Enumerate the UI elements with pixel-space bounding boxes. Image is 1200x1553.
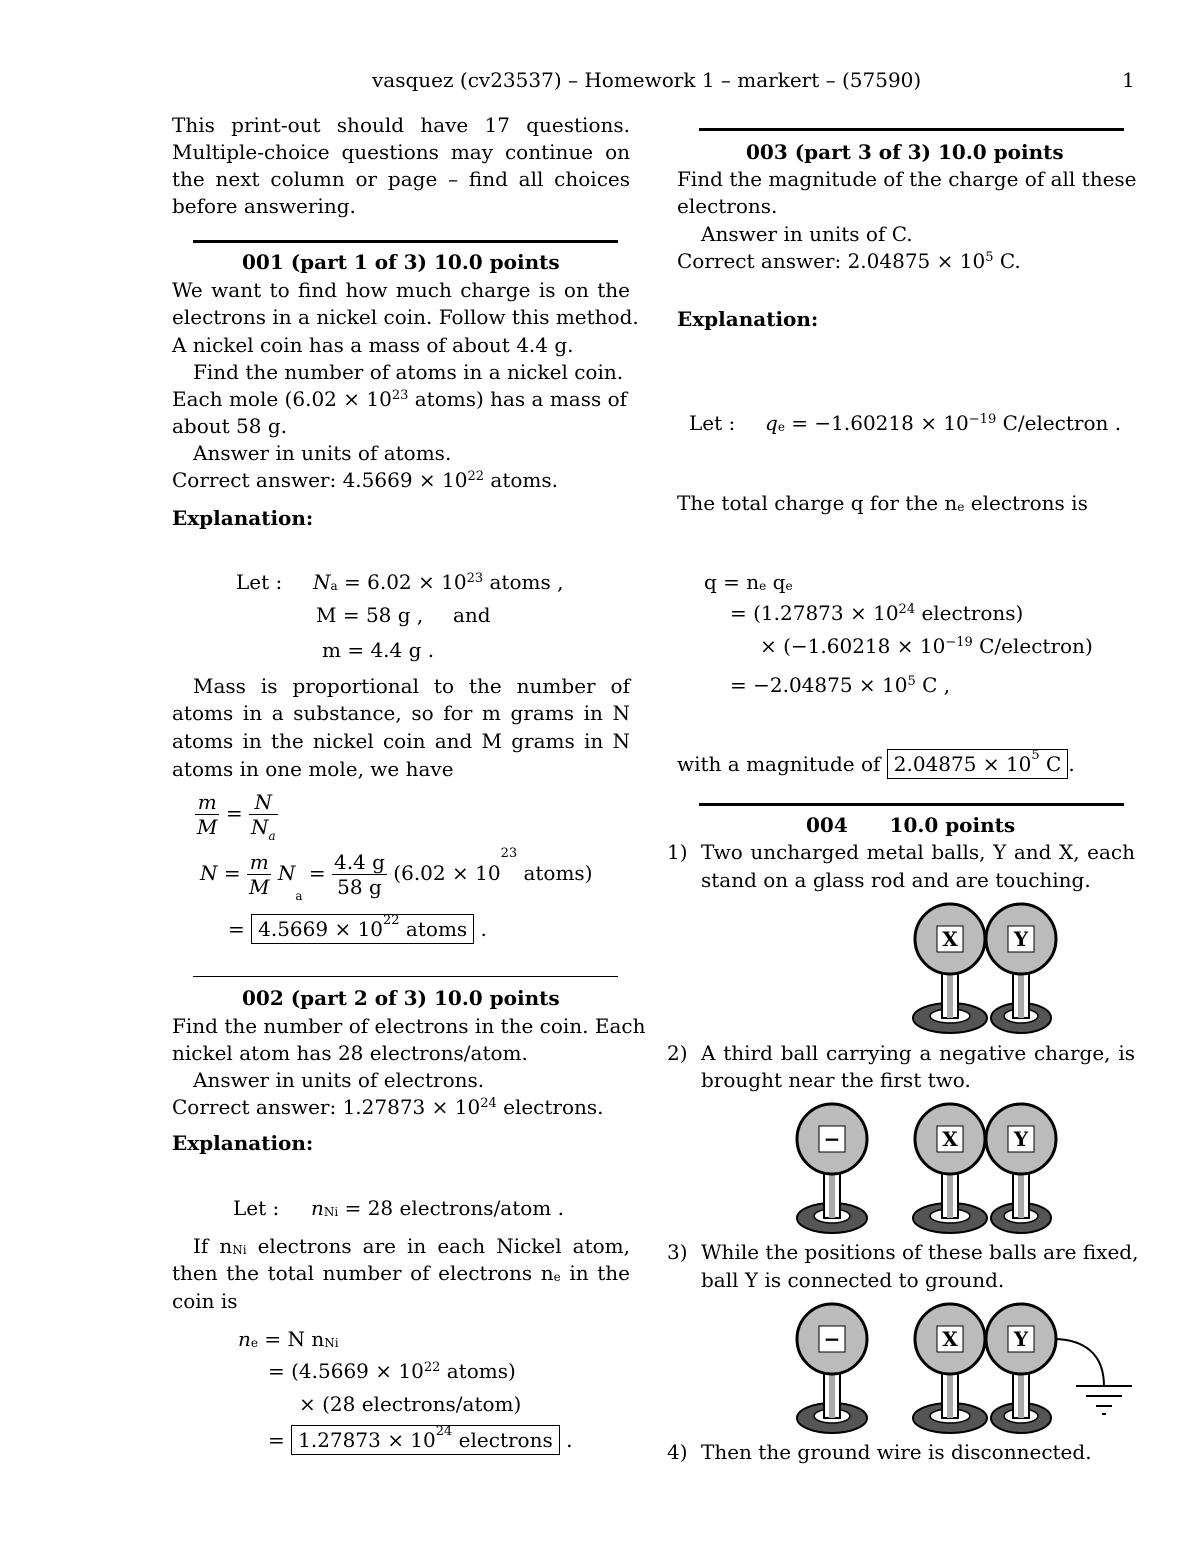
ball-y [986,1104,1056,1233]
ball-negative-label: − [823,1127,841,1151]
ball-x [913,904,987,1033]
q3-total-charge-text: The total charge q for the $n_e$ electrons is [677,491,1088,515]
question-divider [193,240,618,243]
q3-explanation-label: Explanation: [677,307,819,331]
q2-answer-box: $1.27873 \times 10^{24}$ electrons [291,1425,560,1455]
page-header-title: vasquez (cv23537) – Homework 1 – markert – (57590) [372,68,922,92]
q2-correct-answer: Correct answer: $1.27873 \times 10^{24}$ electrons. [172,1095,604,1119]
ball-y-label: Y [1013,1127,1029,1151]
ball-x [913,1104,987,1233]
q3-correct-answer: Correct answer: $2.04875 \times 10^5$ C. [677,249,1021,273]
q1-correct-answer: Correct answer: $4.5669 \times 10^{22}$ atoms. [172,468,558,492]
question-divider [193,976,618,977]
figure-step-3 [782,1300,1142,1440]
ball-x [913,1304,987,1433]
question-divider [699,128,1124,131]
q1-explanation-label: Explanation: [172,506,314,530]
ball-x-label: X [942,927,958,951]
q1-heading: 001 (part 1 of 3) 10.0 points [242,250,560,274]
q2-explanation-label: Explanation: [172,1131,314,1155]
question-divider [699,803,1124,806]
q3-answer-box: $2.04875 \times 10^5$ C [887,749,1069,779]
ball-y-label: Y [1013,1327,1029,1351]
ball-y-label: Y [1013,927,1029,951]
ball-y [986,1304,1056,1433]
page-number: 1 [1122,68,1135,92]
ball-negative-label: − [823,1327,841,1351]
figure-step-2 [782,1100,1082,1240]
q1-answer-box: $4.5669 \times 10^{22}$ atoms [251,914,474,944]
q2-heading: 002 (part 2 of 3) 10.0 points [242,986,560,1010]
figure-step-1 [900,900,1080,1040]
ground-wire-icon [1056,1339,1132,1414]
ball-y [986,904,1056,1033]
q4-heading: 004 10.0 points [806,813,1016,837]
q3-magnitude: with a magnitude of $2.04875 \times 10^5$ C . [677,752,1075,776]
q3-heading: 003 (part 3 of 3) 10.0 points [746,140,1064,164]
ball-x-label: X [942,1127,958,1151]
ball-negative [797,1104,867,1233]
ball-negative [797,1304,867,1433]
ball-x-label: X [942,1327,958,1351]
